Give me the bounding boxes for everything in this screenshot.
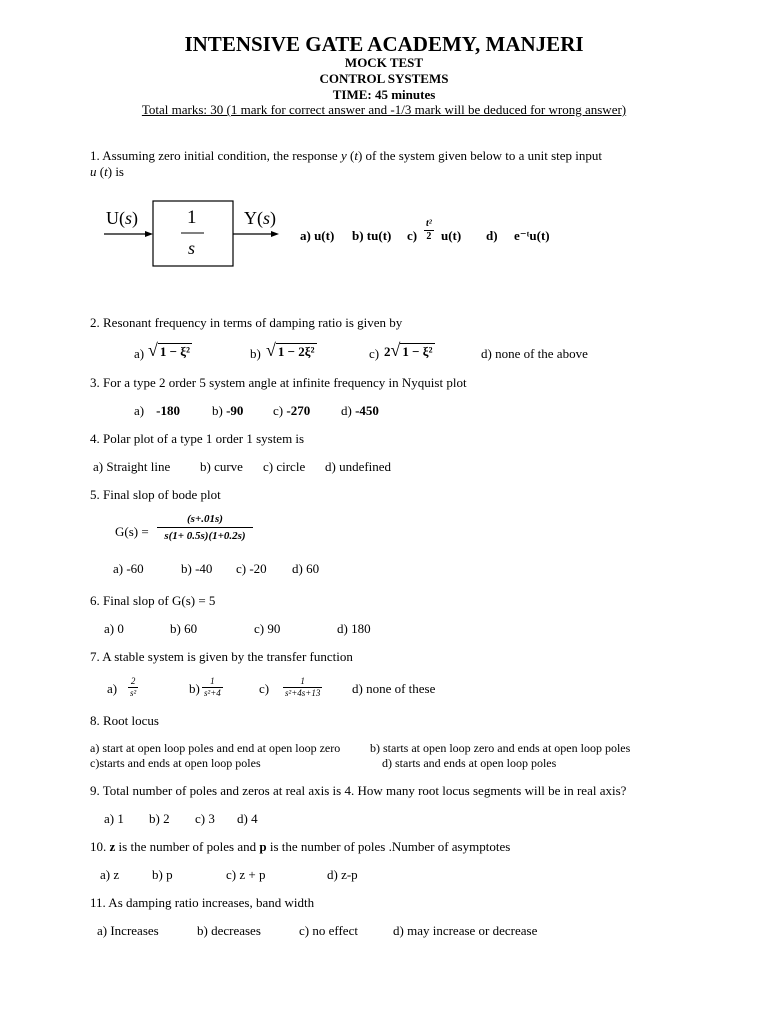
q1-option-c-fraction: [424, 219, 434, 242]
q3-c-label: c): [273, 403, 284, 418]
q10-text-a: is the number of poles and: [115, 839, 260, 854]
q7-option-a-label: a): [107, 681, 118, 696]
q3-option-b: [212, 403, 243, 419]
question-4-text: 4. Polar plot of a type 1 order 1 system is: [90, 431, 305, 446]
output-close: ): [270, 208, 277, 228]
q3-a-label: a): [134, 403, 145, 418]
q6-option-c: c) 90: [254, 621, 281, 636]
q5-option-b: b) -40: [181, 561, 213, 576]
q11-option-b: b) decreases: [197, 923, 261, 938]
q2-a-radicand: 1 − ξ²: [159, 344, 190, 359]
q2-b-radicand: 1 − 2ξ²: [277, 344, 315, 359]
q4-option-c: c) circle: [263, 459, 306, 474]
input-label: U(: [106, 208, 125, 228]
block-numerator: 1: [187, 207, 197, 228]
q3-option-a: [134, 403, 180, 419]
q2-option-b-label: b): [250, 346, 261, 361]
q1-c-den: 2: [426, 231, 432, 242]
mock-test-label: MOCK TEST: [344, 55, 424, 70]
input-signal-label: [106, 208, 138, 229]
q5-transfer-function: [157, 514, 253, 542]
q1-text-b: of the system given below to a unit step input: [362, 148, 603, 163]
subject-label: CONTROL SYSTEMS: [319, 71, 449, 86]
q1-t1: t: [354, 148, 358, 163]
input-close: ): [132, 208, 139, 228]
q10-option-d: d) z-p: [327, 867, 358, 882]
q10-option-a: a) z: [100, 867, 120, 882]
q3-d-val: -450: [355, 403, 379, 418]
q7-option-a-fraction: [128, 677, 138, 698]
question-2-text: 2. Resonant frequency in terms of damping ratio is given by: [90, 315, 403, 330]
q3-b-label: b): [212, 403, 223, 418]
q1-option-b: b) tu(t): [352, 228, 392, 243]
q2-option-a-expr: √ 1 − ξ²: [148, 340, 190, 360]
q10-num: 10.: [90, 839, 110, 854]
input-var: s: [125, 208, 133, 228]
question-7-text: 7. A stable system is given by the transfer function: [90, 649, 353, 664]
q2-option-a-label: a): [134, 346, 145, 361]
q7-a-den: s²: [130, 688, 137, 698]
q3-option-d: [341, 403, 379, 419]
document-title: INTENSIVE GATE ACADEMY, MANJERI: [184, 32, 584, 56]
q2-option-c-label: c): [369, 346, 380, 361]
q1-option-d-label: d): [486, 228, 498, 243]
q9-option-d: d) 4: [237, 811, 258, 826]
input-arrow-head: [145, 231, 153, 237]
output-signal-label: [244, 208, 276, 229]
q5-option-d: d) 60: [292, 561, 320, 576]
q3-a-val: -180: [156, 403, 180, 418]
q10-p: p: [259, 839, 267, 854]
question-6-text: 6. Final slop of G(s) = 5: [90, 593, 216, 608]
q11-option-a: a) Increases: [97, 923, 159, 938]
q1-y: y: [340, 148, 347, 163]
q1-option-a: a) u(t): [300, 228, 335, 243]
q9-option-c: c) 3: [195, 811, 215, 826]
q1-text-a: 1. Assuming zero initial condition, the response: [90, 148, 341, 163]
output-var: s: [263, 208, 271, 228]
q7-option-b-fraction: [202, 677, 223, 698]
q7-option-c-label: c): [259, 681, 270, 696]
q3-d-label: d): [341, 403, 352, 418]
q1-c-num: t²: [426, 218, 432, 229]
q7-option-c-fraction: [283, 677, 322, 698]
q10-option-c: c) z + p: [226, 867, 266, 882]
question-8-text: 8. Root locus: [90, 713, 159, 728]
q5-option-c: c) -20: [236, 561, 267, 576]
q10-z: z: [109, 839, 116, 854]
q2-option-d: d) none of the above: [481, 346, 588, 361]
question-10-text: [90, 839, 510, 855]
q7-b-den: s²+4: [204, 688, 221, 698]
output-label: Y(: [244, 208, 263, 228]
q4-option-d: d) undefined: [325, 459, 392, 474]
q7-c-den: s²+4s+13: [285, 688, 321, 698]
q1-option-c-label: c): [407, 228, 418, 243]
q6-option-d: d) 180: [337, 621, 371, 636]
q10-text-b: is the number of poles .Number of asymptotes: [266, 839, 511, 854]
q8-option-a: a) start at open loop poles and end at open loop zero: [90, 741, 341, 755]
output-arrow-head: [271, 231, 279, 237]
q8-option-d: d) starts and ends at open loop poles: [382, 756, 557, 770]
question-1-text-line2: u (t) is: [90, 164, 124, 179]
q8-option-c: c)starts and ends at open loop poles: [90, 756, 261, 770]
q1-option-d-expr: e⁻ᵗu(t): [514, 228, 550, 243]
time-label: TIME: 45 minutes: [332, 87, 436, 102]
q10-option-b: b) p: [152, 867, 173, 882]
q7-c-num: 1: [283, 677, 322, 688]
q6-option-b: b) 60: [170, 621, 198, 636]
q7-option-d: d) none of these: [352, 681, 436, 696]
q6-option-a: a) 0: [104, 621, 124, 636]
q11-option-d: d) may increase or decrease: [393, 923, 538, 938]
q9-option-a: a) 1: [104, 811, 124, 826]
q1-u: u: [90, 164, 97, 179]
question-9-text: 9. Total number of poles and zeros at real axis is 4. How many root locus segments will be in real axis?: [90, 783, 627, 798]
q11-option-c: c) no effect: [299, 923, 358, 938]
q1-text-c: is: [112, 164, 124, 179]
q8-option-b: b) starts at open loop zero and ends at open loop poles: [370, 741, 631, 755]
q1-option-c-rest: u(t): [441, 228, 462, 243]
q5-g-label: G(s) =: [115, 524, 149, 539]
q5-option-a: a) -60: [113, 561, 144, 576]
q2-c-radicand: 1 − ξ²: [402, 344, 433, 359]
block-denominator: s: [188, 238, 196, 258]
q2-option-b-expr: √ 1 − 2ξ²: [266, 340, 315, 360]
q9-option-b: b) 2: [149, 811, 170, 826]
q7-b-num: 1: [202, 677, 223, 688]
marks-note: [0, 102, 768, 118]
q4-option-a: a) Straight line: [93, 459, 171, 474]
q3-option-c: [273, 403, 310, 419]
marks-note-text: Total marks: 30 (1 mark for correct answer and -1/3 mark will be deduced for wrong answer): [141, 102, 627, 117]
q3-c-val: -270: [286, 403, 311, 418]
q2-option-c-expr: 2√ 1 − ξ²: [384, 340, 433, 360]
q5-numerator: (s+.01s): [157, 514, 253, 528]
q4-option-b: b) curve: [200, 459, 243, 474]
q2-c-coef: 2: [384, 344, 391, 359]
q7-a-num: 2: [128, 677, 138, 688]
q3-b-val: -90: [226, 403, 244, 418]
q1-t2: t: [104, 164, 108, 179]
q5-denominator: s(1+ 0.5s)(1+0.2s): [164, 530, 246, 542]
q7-option-b-label: b): [189, 681, 200, 696]
question-5-text: 5. Final slop of bode plot: [90, 487, 221, 502]
question-1-text: 1. Assuming zero initial condition, the response y (t) of the system given below to a unit step input: [90, 148, 603, 163]
question-11-text: 11. As damping ratio increases, band width: [90, 895, 315, 910]
question-3-text: 3. For a type 2 order 5 system angle at infinite frequency in Nyquist plot: [90, 375, 467, 390]
